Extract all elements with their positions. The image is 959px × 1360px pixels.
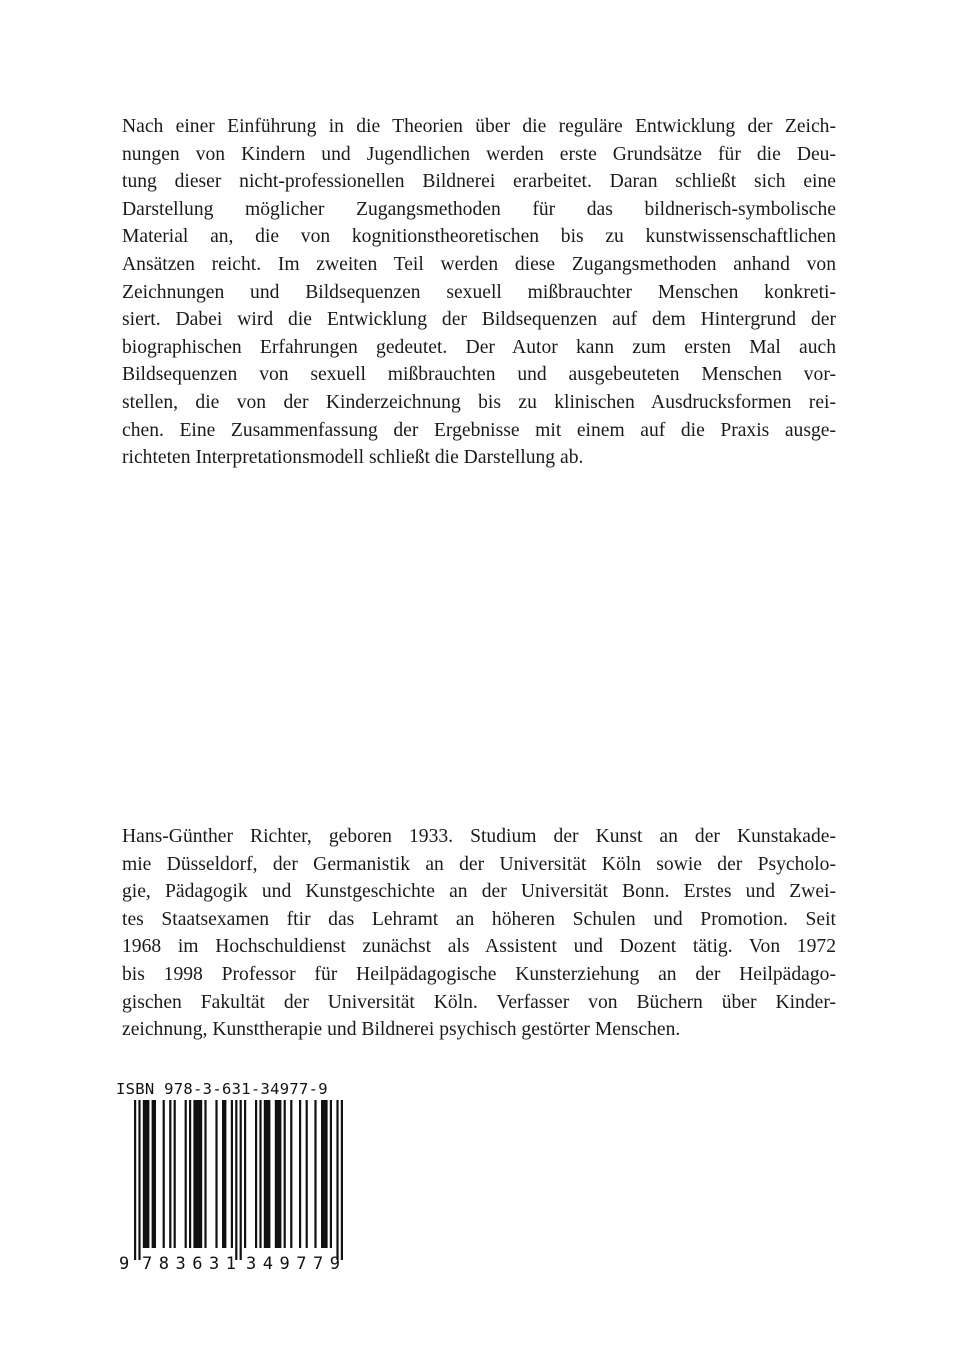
description-line: richteten Interpretationsmodell schließt die Darstellung ab. <box>122 447 584 469</box>
barcode-bar <box>299 1100 301 1248</box>
book-description <box>122 113 836 472</box>
description-line: biographischen Erfahrungen gedeutet. Der Autor kann zum ersten Mal auch <box>122 336 836 358</box>
barcode-bar <box>174 1100 176 1248</box>
barcode-bar <box>138 1100 140 1260</box>
barcode-bar <box>341 1100 343 1260</box>
barcode-bar <box>169 1100 171 1248</box>
barcode-bar <box>259 1100 261 1248</box>
author-bio <box>122 823 836 1044</box>
barcode-bar <box>134 1100 136 1260</box>
barcode-icon <box>116 1100 352 1274</box>
bio-line: gischen Fakultät der Universität Köln. Verfasser von Büchern über Kinder- <box>122 991 836 1013</box>
description-line: Material an, die von kognitionstheoretischen bis zu kunstwissenschaftlichen <box>122 226 836 248</box>
description-line: Bildsequenzen von sexuell mißbrauchten und ausgebeuteten Menschen vor- <box>122 364 836 386</box>
barcode-bar <box>330 1100 332 1248</box>
barcode-bar <box>204 1100 206 1248</box>
barcode-bar <box>215 1100 217 1248</box>
bio-line: zeichnung, Kunsttherapie und Bildnerei psychisch gestörter Menschen. <box>122 1019 681 1041</box>
isbn-label: ISBN 978-3-631-34977-9 <box>116 1080 328 1098</box>
barcode-bar <box>290 1100 292 1248</box>
description-line: nungen von Kindern und Jugendlichen werden erste Grundsätze für die Deu- <box>122 143 836 165</box>
barcode-bar <box>163 1100 165 1248</box>
description-line: Ansätzen reicht. Im zweiten Teil werden diese Zugangsmethoden anhand von <box>122 253 836 275</box>
barcode-bar <box>185 1100 187 1248</box>
barcode-bar <box>152 1100 156 1248</box>
barcode-bar <box>231 1100 233 1248</box>
barcode-bar <box>275 1100 282 1248</box>
barcode-bar <box>255 1100 257 1248</box>
barcode-bar <box>336 1100 338 1260</box>
bio-line: tes Staatsexamen ftir das Lehramt an höheren Schulen und Promotion. Seit <box>122 908 836 930</box>
bio-line: mie Düsseldorf, der Germanistik an der Universität Köln sowie der Psycholo- <box>122 853 836 875</box>
description-line: stellen, die von der Kinderzeichnung bis zu klinischen Ausdrucksformen rei- <box>122 391 836 413</box>
description-line: Zeichnungen und Bildsequenzen sexuell mißbrauchter Menschen konkreti- <box>122 281 836 303</box>
barcode-bar <box>244 1100 246 1248</box>
barcode-digits-left: 783631 <box>142 1254 236 1274</box>
bio-line: gie, Pädagogik und Kunstgeschichte an der Universität Bonn. Erstes und Zwei- <box>122 881 836 903</box>
barcode-digits-right: 349779 <box>246 1254 340 1274</box>
isbn-barcode <box>116 1080 352 1274</box>
barcode-bar <box>189 1100 191 1248</box>
barcode-digit-first: 9 <box>119 1254 130 1274</box>
barcode-bar <box>284 1100 286 1248</box>
description-line: Nach einer Einführung in die Theorien über die reguläre Entwicklung der Zeich- <box>122 116 836 137</box>
bio-line: 1968 im Hochschuldienst zunächst als Assistent und Dozent tätig. Von 1972 <box>122 936 836 958</box>
bio-line: bis 1998 Professor für Heilpädagogische Kunsterziehung an der Heilpädago- <box>122 963 836 985</box>
barcode-bar <box>235 1100 237 1260</box>
barcode-bar <box>321 1100 328 1248</box>
barcode-bar <box>143 1100 150 1248</box>
barcode-bar <box>240 1100 242 1260</box>
bio-line: Hans-Günther Richter, geboren 1933. Studium der Kunst an der Kunstakade- <box>122 826 836 847</box>
barcode-bar <box>264 1100 271 1248</box>
description-line: tung dieser nicht-professionellen Bildnerei erarbeitet. Daran schließt sich eine <box>122 171 836 193</box>
barcode-bar <box>222 1100 226 1248</box>
barcode-bar <box>306 1100 308 1248</box>
description-line: chen. Eine Zusammenfassung der Ergebnisse mit einem auf die Praxis ausge- <box>122 419 836 441</box>
barcode-bar <box>314 1100 316 1248</box>
description-line: siert. Dabei wird die Entwicklung der Bildsequenzen auf dem Hintergrund der <box>122 309 836 331</box>
barcode-bar <box>193 1100 202 1248</box>
description-line: Darstellung möglicher Zugangsmethoden für das bildnerisch-symbolische <box>122 198 836 220</box>
